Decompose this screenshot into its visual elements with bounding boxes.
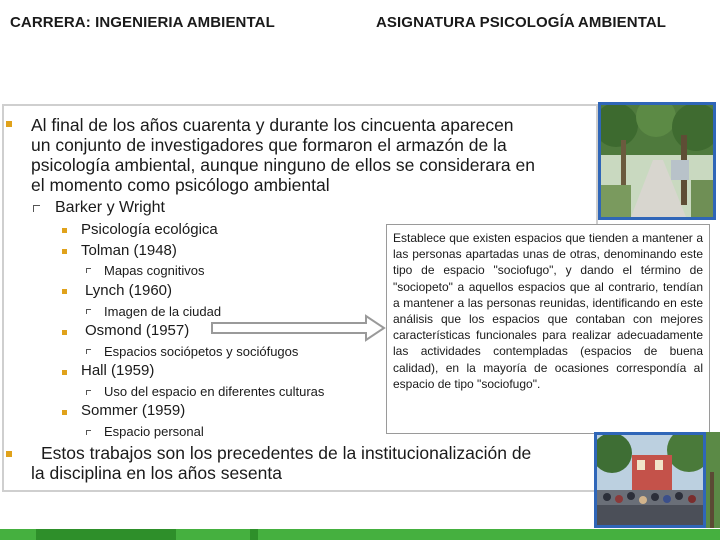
arrow-icon [210,314,386,342]
bullet-icon [62,370,67,375]
item-hall-sub: Uso del espacio en diferentes culturas [104,384,325,399]
tree-photo-strip [706,432,720,528]
intro-line-1: Al final de los años cuarenta y durante los cincuenta aparecen [31,115,514,135]
bullet-icon [62,289,67,294]
bullet-icon [62,228,67,233]
sub-bullet-icon [86,349,91,354]
header-career: CARRERA: INGENIERIA AMBIENTAL [10,14,275,31]
item-lynch: Lynch (1960) [85,282,172,299]
intro-line-4: el momento como psicólogo ambiental [31,175,330,195]
crowd-photo [594,432,706,528]
bullet-icon [62,330,67,335]
intro-line-2: un conjunto de investigadores que formaron el armazón de la [31,135,507,155]
item-hall: Hall (1959) [81,362,155,379]
header-subject: ASIGNATURA PSICOLOGÍA AMBIENTAL [376,14,667,31]
item-tolman-sub: Mapas cognitivos [104,263,205,278]
item-tolman: Tolman (1948) [81,242,177,259]
item-sommer: Sommer (1959) [81,402,186,419]
closing-line-1: Estos trabajos son los precedentes de la institucionalización de [41,443,532,463]
bullet-icon [6,121,12,127]
closing-line-2: la disciplina en los años sesenta [31,463,282,483]
bullet-icon [6,451,12,457]
bullet-icon [62,249,67,254]
intro-line-3: psicología ambiental, aunque ninguno de ellos se considerara en [31,155,535,175]
callout-box: Establece que existen espacios que tienden a mantener a las personas apartadas unas de otras, denominando este tipo de espacio "sociofugo", y dando el término de "sociopeto" a aquellos espacios que al contrario, tendían a mantener a las personas reunidas, identificando en este análisis que los espacios que contaban con mejores características funcionales para realizar adecuadamente las actividades contempladas (espacios de buena calidad), en la mayoría de ocasiones correspondía al espacio de tipo "sociofugo". [386,224,710,434]
item-ecologica: Psicología ecológica [81,221,218,238]
item-sommer-sub: Espacio personal [104,424,204,439]
sub-bullet-icon [86,390,91,395]
walkway-photo [598,102,716,220]
footer-bar [0,529,720,540]
sub-bullet-icon [86,430,91,435]
bullet-icon [62,410,67,415]
sub-bullet-icon [86,268,91,273]
sub-bullet-icon [86,309,91,314]
item-osmond-sub: Espacios sociópetos y sociófugos [104,344,299,359]
item-osmond: Osmond (1957) [85,322,190,339]
sub-bullet-icon [33,205,40,212]
sub-heading: Barker y Wright [55,199,165,216]
item-lynch-sub: Imagen de la ciudad [104,304,222,319]
